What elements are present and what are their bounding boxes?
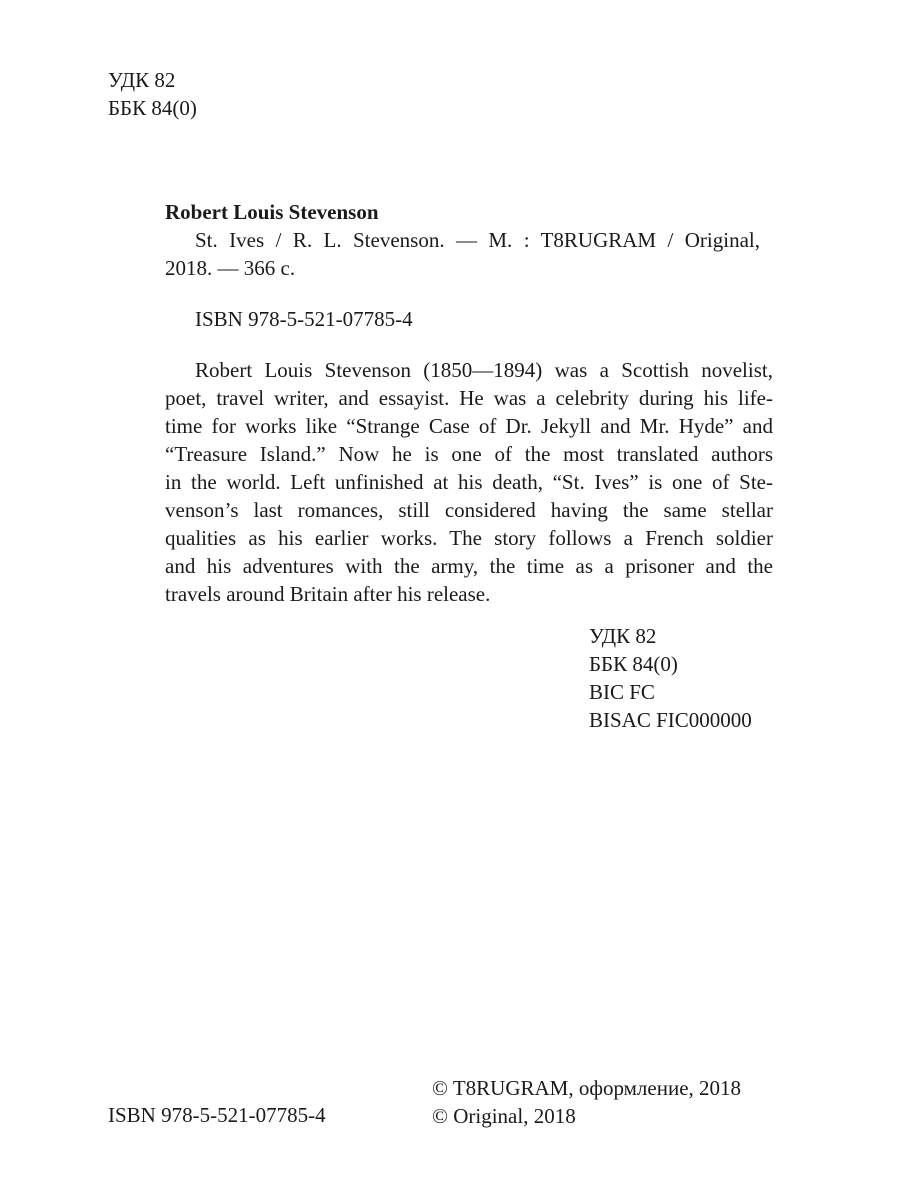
annotation-paragraph	[165, 356, 773, 608]
annotation-line: “Treasure Island.” Now he is one of the most translated authors	[165, 442, 773, 466]
annotation-line: poet, travel writer, and essayist. He was a celebrity during his life-	[165, 386, 773, 410]
annotation-line: and his adventures with the army, the time as a prisoner and the	[165, 554, 773, 578]
bbk-code: ББК 84(0)	[108, 96, 197, 120]
bib-description-line: 2018. — 366 с.	[165, 256, 296, 280]
bib-description-line: St. Ives / R. L. Stevenson. — M. : T8RUGRAM / Original,	[195, 228, 760, 252]
annotation-line: qualities as his earlier works. The story follows a French soldier	[165, 526, 773, 550]
isbn-entry	[195, 305, 413, 333]
footer-isbn	[108, 1101, 326, 1129]
copyright-line: © Original, 2018	[432, 1104, 576, 1128]
udk-code: УДК 82	[108, 68, 176, 92]
annotation-line: time for works like “Strange Case of Dr. Jekyll and Mr. Hyde” and	[165, 414, 773, 438]
bbk-code: ББК 84(0)	[589, 652, 678, 676]
annotation-line: Robert Louis Stevenson (1850—1894) was a Scottish novelist,	[195, 358, 773, 382]
copyright-notice	[432, 1074, 741, 1130]
bibliographic-record	[165, 198, 760, 282]
top-classification-codes	[108, 66, 197, 122]
author-heading: Robert Louis Stevenson	[165, 200, 379, 224]
isbn-text: ISBN 978-5-521-07785-4	[108, 1103, 326, 1127]
copyright-line: © T8RUGRAM, оформление, 2018	[432, 1076, 742, 1100]
isbn-text: ISBN 978-5-521-07785-4	[195, 307, 413, 331]
annotation-line: in the world. Left unfinished at his death, “St. Ives” is one of Ste-	[165, 470, 773, 494]
annotation-line: venson’s last romances, still considered having the same stellar	[165, 498, 773, 522]
annotation-line: travels around Britain after his release.	[165, 582, 491, 606]
bic-code: BIC FC	[589, 680, 655, 704]
udk-code: УДК 82	[589, 624, 657, 648]
bisac-code: BISAC FIC000000	[589, 708, 752, 732]
classification-codes	[589, 622, 752, 734]
